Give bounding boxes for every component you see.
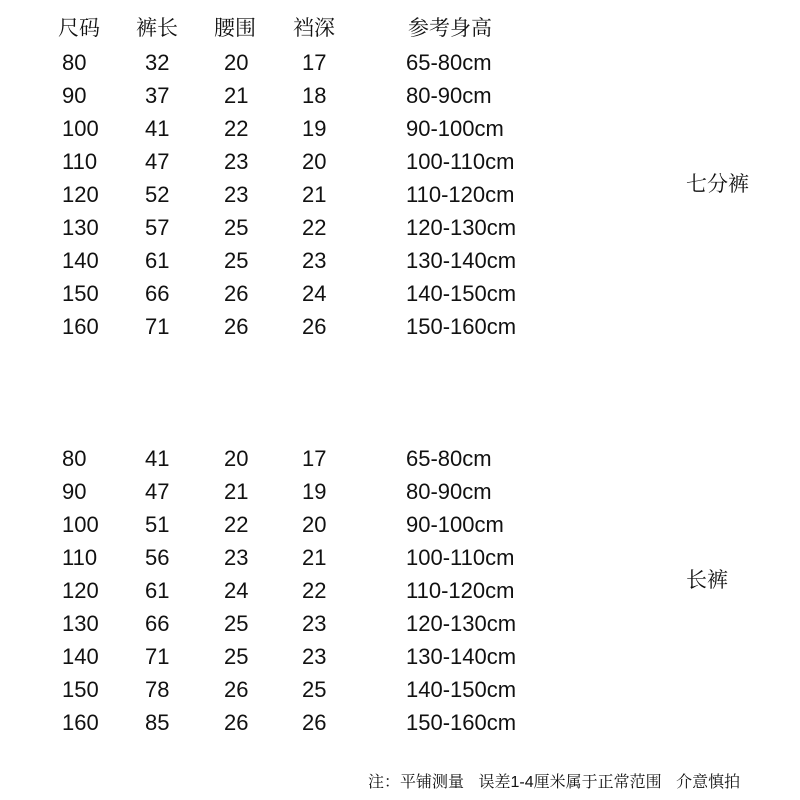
crotch-depth-cell: 17 <box>302 446 327 471</box>
pant-length-cell: 71 <box>145 644 170 669</box>
pant-length-cell: 61 <box>145 578 170 603</box>
header-size: 尺码 <box>58 17 100 40</box>
size-cell: 160 <box>62 710 99 735</box>
waist-cell: 22 <box>224 116 249 141</box>
pant-length-cell: 66 <box>145 281 170 306</box>
crotch-depth-cell: 20 <box>302 512 327 537</box>
crotch-depth-cell: 25 <box>302 677 327 702</box>
waist-cell: 23 <box>224 545 249 570</box>
waist-cell: 25 <box>224 215 249 240</box>
header-waist: 腰围 <box>214 17 256 40</box>
waist-cell: 23 <box>224 182 249 207</box>
reference-height-cell: 140-150cm <box>406 677 517 702</box>
size-cell: 140 <box>62 644 99 669</box>
reference-height-cell: 80-90cm <box>406 83 492 108</box>
pant-length-cell: 61 <box>145 248 170 273</box>
reference-height-cell: 100-110cm <box>406 545 515 570</box>
footnote <box>368 772 740 794</box>
pant-length-cell: 66 <box>145 611 170 636</box>
crotch-depth-cell: 23 <box>302 611 327 636</box>
waist-cell: 26 <box>224 314 249 339</box>
size-cell: 110 <box>62 545 98 570</box>
header-crotch-depth: 裆深 <box>293 17 335 40</box>
pant-length-cell: 41 <box>145 446 170 471</box>
crotch-depth-cell: 24 <box>302 281 327 306</box>
size-cell: 100 <box>62 512 99 537</box>
size-cell: 100 <box>62 116 99 141</box>
size-cell: 150 <box>62 281 99 306</box>
waist-cell: 26 <box>224 710 249 735</box>
crotch-depth-cell: 18 <box>302 83 327 108</box>
reference-height-cell: 90-100cm <box>406 512 504 537</box>
header-pant-length: 裤长 <box>136 17 178 40</box>
crotch-depth-cell: 21 <box>302 545 327 570</box>
reference-height-cell: 110-120cm <box>406 578 515 603</box>
waist-cell: 25 <box>224 611 249 636</box>
pant-length-cell: 52 <box>145 182 170 207</box>
pant-length-cell: 47 <box>145 149 170 174</box>
cropped-pants-label: 七分裤 <box>686 173 749 196</box>
pant-length-cell: 51 <box>145 512 170 537</box>
reference-height-cell: 150-160cm <box>406 314 517 339</box>
reference-height-cell: 65-80cm <box>406 50 492 75</box>
pant-length-cell: 32 <box>145 50 170 75</box>
size-cell: 80 <box>62 446 87 471</box>
waist-cell: 22 <box>224 512 249 537</box>
reference-height-cell: 110-120cm <box>406 182 515 207</box>
reference-height-cell: 150-160cm <box>406 710 517 735</box>
size-cell: 90 <box>62 479 87 504</box>
size-cell: 110 <box>62 149 98 174</box>
crotch-depth-cell: 19 <box>302 479 327 504</box>
size-cell: 90 <box>62 83 87 108</box>
size-cell: 130 <box>62 611 99 636</box>
size-cell: 120 <box>62 578 99 603</box>
waist-cell: 25 <box>224 644 249 669</box>
size-cell: 80 <box>62 50 87 75</box>
waist-cell: 21 <box>224 479 249 504</box>
reference-height-cell: 140-150cm <box>406 281 517 306</box>
pant-length-cell: 41 <box>145 116 170 141</box>
reference-height-cell: 90-100cm <box>406 116 504 141</box>
waist-cell: 26 <box>224 281 249 306</box>
crotch-depth-cell: 22 <box>302 578 327 603</box>
waist-cell: 20 <box>224 50 249 75</box>
waist-cell: 23 <box>224 149 249 174</box>
header-reference-height: 参考身高 <box>408 17 492 40</box>
crotch-depth-cell: 23 <box>302 644 327 669</box>
footnote-caution: 介意慎拍 <box>676 774 741 791</box>
crotch-depth-cell: 17 <box>302 50 327 75</box>
reference-height-cell: 130-140cm <box>406 644 517 669</box>
reference-height-cell: 100-110cm <box>406 149 515 174</box>
waist-cell: 21 <box>224 83 249 108</box>
pant-length-cell: 71 <box>145 314 170 339</box>
waist-cell: 26 <box>224 677 249 702</box>
pant-length-cell: 56 <box>145 545 170 570</box>
pant-length-cell: 57 <box>145 215 170 240</box>
pant-length-cell: 78 <box>145 677 170 702</box>
size-cell: 160 <box>62 314 99 339</box>
reference-height-cell: 120-130cm <box>406 611 517 636</box>
waist-cell: 25 <box>224 248 249 273</box>
crotch-depth-cell: 19 <box>302 116 327 141</box>
footnote-prefix: 注：平铺测量 <box>368 774 465 791</box>
crotch-depth-cell: 20 <box>302 149 327 174</box>
size-cell: 130 <box>62 215 99 240</box>
reference-height-cell: 65-80cm <box>406 446 492 471</box>
long-pants-label: 长裤 <box>686 569 728 592</box>
crotch-depth-cell: 21 <box>302 182 327 207</box>
pant-length-cell: 37 <box>145 83 170 108</box>
reference-height-cell: 120-130cm <box>406 215 517 240</box>
pant-length-cell: 85 <box>145 710 170 735</box>
crotch-depth-cell: 22 <box>302 215 327 240</box>
waist-cell: 24 <box>224 578 249 603</box>
footnote-tolerance: 误差1-4厘米属于正常范围 <box>478 774 662 791</box>
pant-length-cell: 47 <box>145 479 170 504</box>
size-cell: 150 <box>62 677 99 702</box>
crotch-depth-cell: 23 <box>302 248 327 273</box>
crotch-depth-cell: 26 <box>302 314 327 339</box>
size-cell: 120 <box>62 182 99 207</box>
crotch-depth-cell: 26 <box>302 710 327 735</box>
size-cell: 140 <box>62 248 99 273</box>
reference-height-cell: 130-140cm <box>406 248 517 273</box>
waist-cell: 20 <box>224 446 249 471</box>
reference-height-cell: 80-90cm <box>406 479 492 504</box>
